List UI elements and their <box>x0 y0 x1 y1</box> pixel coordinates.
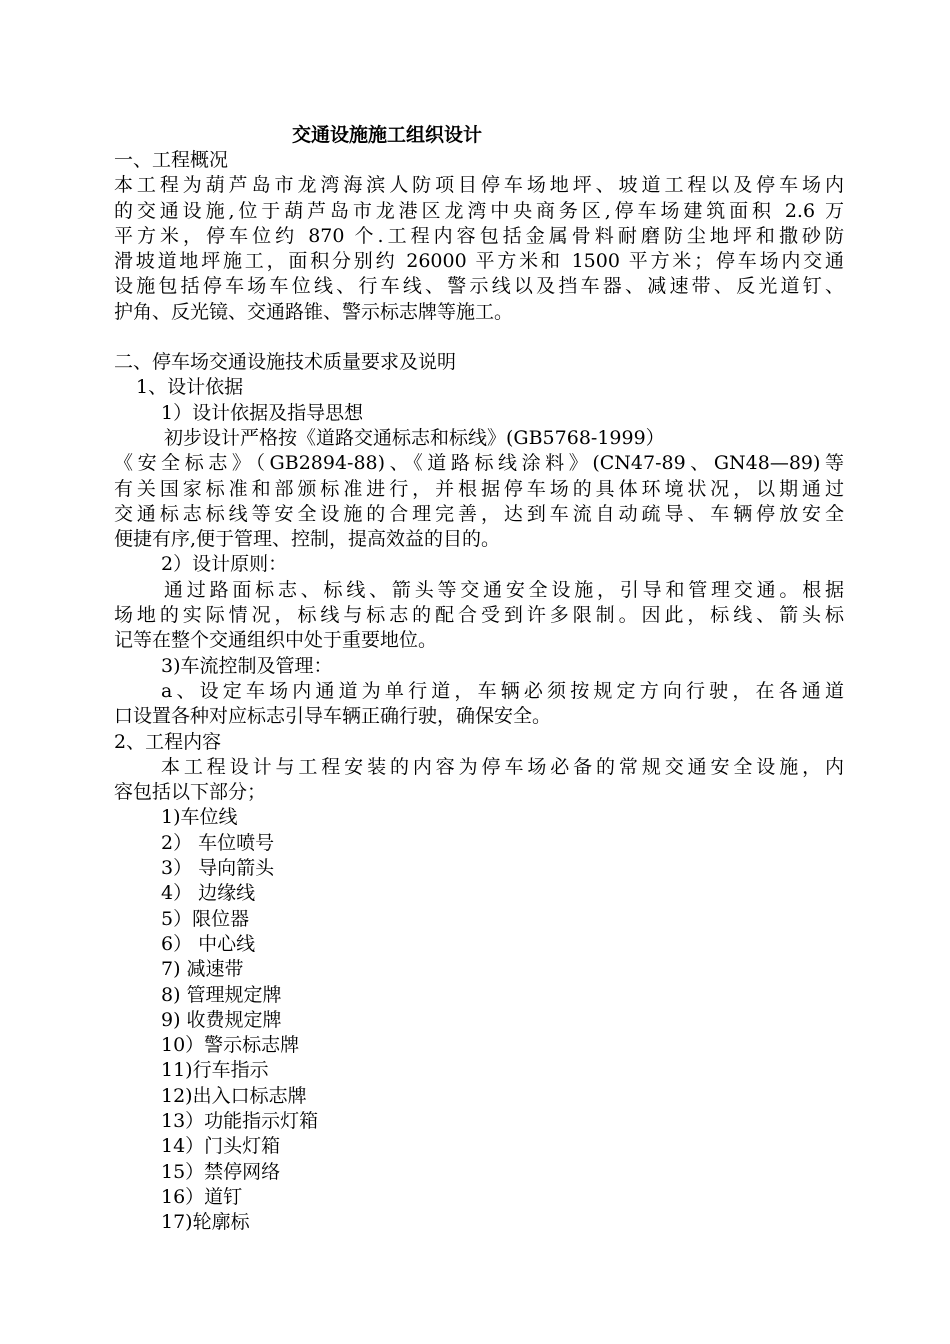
item-design-basis-line: 初步设计严格按《道路交通标志和标线》(GB5768-1999） <box>164 426 665 449</box>
list-item: 4） 边缘线 <box>161 882 256 905</box>
item-design-principle-line: 场地的实际情况，标线与标志的配合受到许多限制。因此，标线、箭头标 <box>114 604 844 627</box>
list-item: 8) 管理规定牌 <box>161 983 282 1006</box>
list-item: 5）限位器 <box>161 907 250 930</box>
item-design-principle-line: 记等在整个交通组织中处于重要地位。 <box>114 629 438 652</box>
list-item: 16）道钉 <box>161 1185 243 1208</box>
list-item: 12)出入口标志牌 <box>161 1084 307 1107</box>
item-design-basis-line: 有关国家标准和部颁标准进行，并根据停车场的具体环境状况，以期通过 <box>114 477 844 500</box>
item-design-basis-body <box>114 426 844 552</box>
section1-line: 本工程为葫芦岛市龙湾海滨人防项目停车场地坪、坡道工程以及停车场内 <box>114 174 844 197</box>
document-page <box>114 122 844 1235</box>
scope-list <box>114 805 844 1235</box>
list-item: 2） 车位喷号 <box>161 831 275 854</box>
item-traffic-control-body <box>114 679 844 730</box>
list-item: 11)行车指示 <box>161 1059 269 1082</box>
section1-line: 设施包括停车场车位线、行车线、警示线以及挡车器、减速带、反光道钉、 <box>114 275 844 298</box>
subsection-scope-line: 容包括以下部分； <box>114 781 267 804</box>
list-item: 7) 减速带 <box>161 958 244 981</box>
list-item: 17)轮廓标 <box>161 1211 250 1234</box>
subsection-design-basis-heading: 1、设计依据 <box>136 376 244 399</box>
list-item: 14）门头灯箱 <box>161 1135 281 1158</box>
document-title: 交通设施施工组织设计 <box>292 124 483 146</box>
subsection-scope-body <box>114 755 844 806</box>
list-item: 1)车位线 <box>161 806 238 829</box>
item-traffic-control-heading: 3)车流控制及管理： <box>161 654 333 677</box>
item-design-basis-line: 交通标志标线等安全设施的合理完善，达到车流自动疏导、车辆停放安全 <box>114 502 844 525</box>
list-item: 6） 中心线 <box>161 932 256 955</box>
list-item: 10）警示标志牌 <box>161 1034 300 1057</box>
blank-line <box>114 325 844 350</box>
item-design-principle-heading: 2）设计原则： <box>161 553 288 576</box>
subsection-scope-line: 本工程设计与工程安装的内容为停车场必备的常规交通安全设施，内 <box>161 755 844 778</box>
section1-line: 滑坡道地坪施工，面积分别约 26000 平方米和 1500 平方米；停车场内交通 <box>114 250 844 273</box>
list-item: 13）功能指示灯箱 <box>161 1109 319 1132</box>
section1-line: 平方米，停车位约 870 个.工程内容包括金属骨料耐磨防尘地坪和撒砂防 <box>114 224 844 247</box>
item-design-basis-line: 《安全标志》（GB2894-88)、《道路标线涂料》(CN47-89、GN48—89)等 <box>114 452 844 475</box>
item-design-basis-heading: 1）设计依据及指导思想 <box>161 401 364 424</box>
item-design-principle-body <box>114 578 844 654</box>
item-traffic-control-line: a、设定车场内通道为单行道，车辆必须按规定方向行驶，在各通道 <box>161 679 844 702</box>
section1-line: 的交通设施,位于葫芦岛市龙港区龙湾中央商务区,停车场建筑面积 2.6 万 <box>114 199 844 222</box>
item-design-basis-line: 便捷有序,便于管理、控制，提高效益的目的。 <box>114 528 501 551</box>
section1-heading: 一、工程概况 <box>114 149 229 171</box>
list-item: 9) 收费规定牌 <box>161 1008 282 1031</box>
item-design-principle-line: 通过路面标志、标线、箭头等交通安全设施，引导和管理交通。根据 <box>164 578 844 601</box>
section1-line: 护角、反光镜、交通路锥、警示标志牌等施工。 <box>114 300 514 323</box>
list-item: 3） 导向箭头 <box>161 857 275 880</box>
item-traffic-control-line: 口设置各种对应标志引导车辆正确行驶，确保安全。 <box>114 705 552 728</box>
list-item: 15）禁停网络 <box>161 1160 281 1183</box>
subsection-scope-heading: 2、工程内容 <box>114 730 222 753</box>
section2-heading: 二、停车场交通设施技术质量要求及说明 <box>114 351 457 374</box>
section1-body <box>114 173 844 325</box>
